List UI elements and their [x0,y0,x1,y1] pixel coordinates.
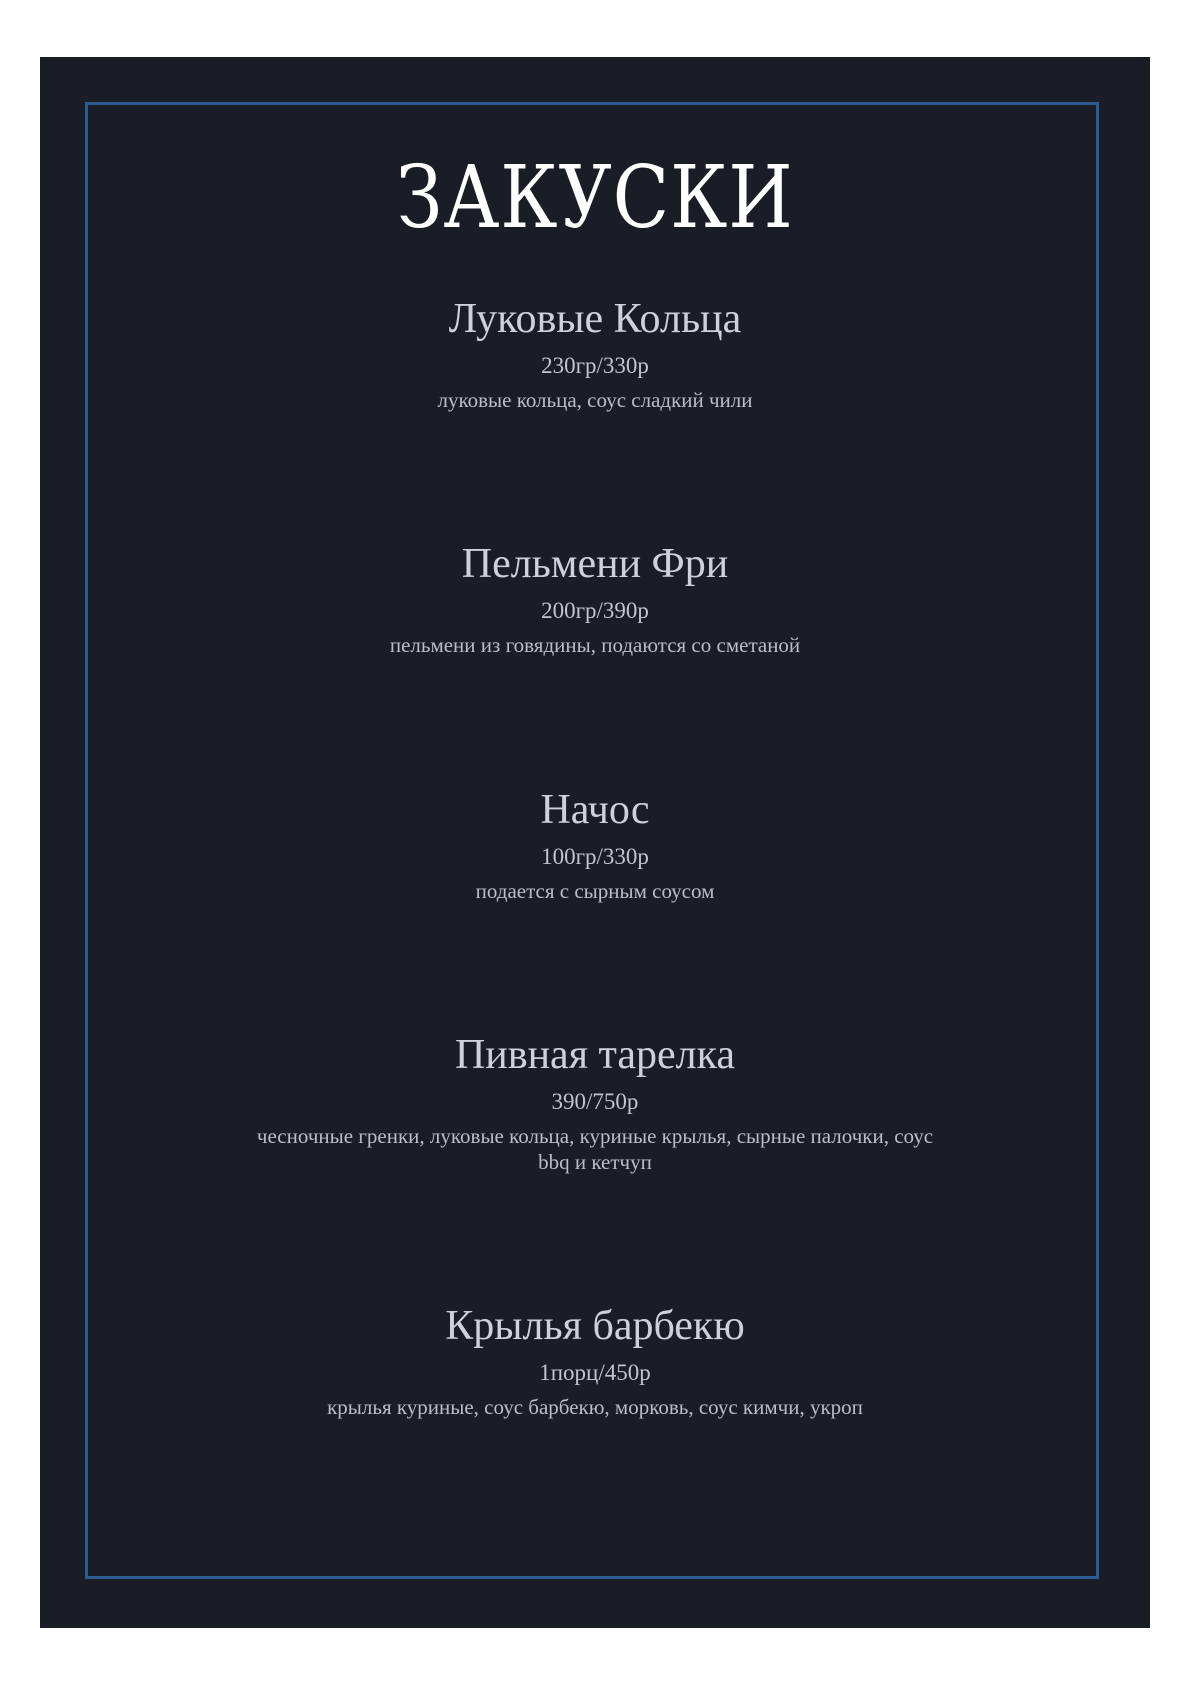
menu-item [40,295,1150,413]
item-price: 100гр/330р [541,844,649,869]
item-price: 1порц/450р [539,1360,651,1385]
item-description: подается с сырным соусом [475,879,715,903]
item-price: 390/750р [551,1089,639,1114]
menu-item [40,540,1150,658]
item-name: Пельмени Фри [461,541,729,587]
item-price: 230гр/330р [541,353,649,378]
item-description: чесночные гренки, луковые кольца, куриные крылья, сырные палочки, соус bbq и кетчуп [256,1124,934,1174]
item-price: 200гр/390р [541,598,649,623]
item-description: пельмени из говядины, подаются со сметаной [389,633,801,657]
menu-item [40,1302,1150,1420]
item-name: Начос [540,787,650,833]
menu-item [40,786,1150,904]
page-title: ЗАКУСКИ [396,148,794,248]
item-description: крылья куриные, соус барбекю, морковь, соус кимчи, укроп [327,1395,863,1419]
menu-item [40,1031,1150,1175]
item-name: Луковые Кольца [448,296,742,342]
menu-page [40,57,1150,1628]
item-name: Крылья барбекю [445,1303,745,1349]
item-name: Пивная тарелка [454,1032,736,1078]
item-description: луковые кольца, соус сладкий чили [437,388,753,412]
